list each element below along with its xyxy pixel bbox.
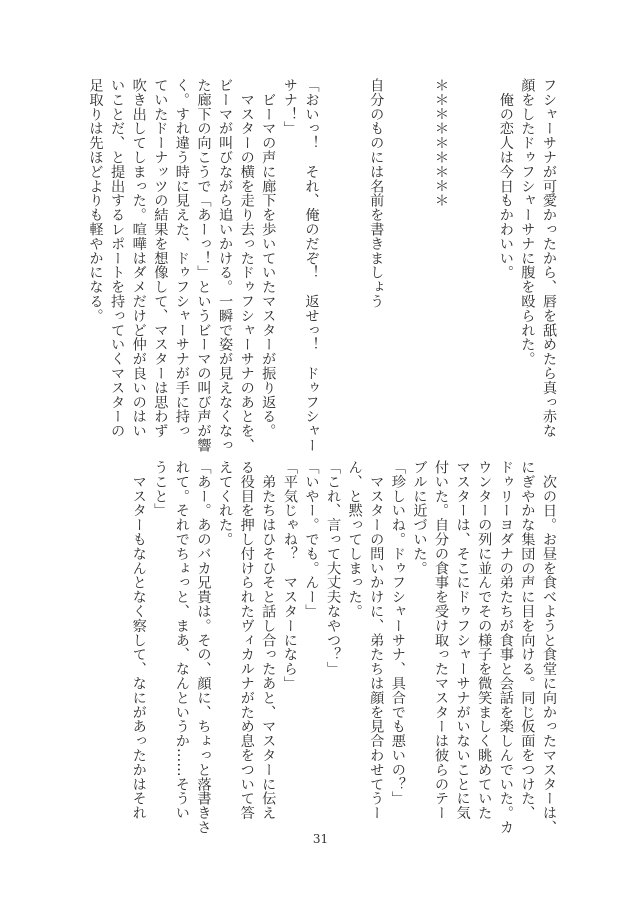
blank-column — [451, 78, 473, 438]
blank-column — [386, 78, 408, 438]
text-column: 弟たちはひそひそと話し合ったあと、マスターに伝え — [260, 460, 277, 820]
blank-column — [473, 78, 495, 438]
text-column: れて。それでちょっと、まあ、なんというか……そうい — [173, 460, 190, 820]
text-column: 吹き出してしまった。喧嘩はダメだけど仲が良いのはい — [130, 78, 147, 438]
text-column: 顔をしたドゥフシャーサナに腹を殴られた。 — [519, 78, 536, 366]
text-column: ブルに近づいた。 — [411, 460, 428, 576]
text-column: ウンターの列に並んでその様子を微笑ましく眺めていた — [476, 460, 493, 820]
text-column: にぎやかな集団の声に目を向ける。同じ仮面をつけた、 — [519, 460, 536, 820]
text-column: マスターもなんとなく察して、なにがあったかはそれ — [130, 460, 147, 820]
text-column: えてくれた。 — [217, 460, 234, 547]
section-separator: ＊＊＊＊＊＊＊＊＊ — [433, 78, 450, 208]
text-column: サナ！」 — [281, 78, 298, 136]
section-title: 自分のものには名前を書きましょう — [368, 78, 385, 309]
text-column: く。すれ違う時に見えた、ドゥフシャーサナが手に持っ — [173, 78, 190, 438]
text-column: マスターの問いかけに、弟たちは顔を見合わせてうー — [368, 460, 385, 820]
text-column: フシャーサナが可愛かったから、唇を舐めたら真っ赤な — [541, 78, 557, 438]
text-column: うこと」 — [152, 460, 169, 518]
text-column: マスターは、そこにドゥフシャーサナがいないことに気 — [454, 460, 471, 820]
text-column: ビーマの声に廊下を歩いていたマスターが振り返る。 — [260, 78, 277, 438]
text-column: 「あー。あのバカ兄貴は。その、顔に、ちょっと落書きさ — [195, 460, 212, 835]
text-column: ていたドーナッツの結果を想像して、マスターは思わず — [152, 78, 169, 438]
text-column: 俺の恋人は今日もかわいい。 — [497, 78, 514, 280]
text-column: いことだ、と提出するレポートを持っていくマスターの — [109, 78, 126, 438]
blank-column — [343, 78, 365, 438]
text-column: ん、と黙ってしまった。 — [346, 460, 363, 619]
text-column: 「珍しいね。ドゥフシャーサナ、具合でも悪いの？」 — [389, 460, 406, 806]
blank-column — [321, 78, 343, 438]
text-column: ビーマが叫びながら追いかける。一瞬で姿が見えなくなっ — [217, 78, 234, 453]
text-column: 「おいっ！ それ、俺のだぞ！ 返せっ！ ドゥフシャー — [303, 78, 320, 453]
text-column: マスターの横を走り去ったドゥフシャーサナのあとを、 — [238, 78, 255, 453]
text-column: 次の日。お昼を食べようと食堂に向かったマスターは、 — [541, 460, 557, 835]
text-column: 「いやー。でも。んー」 — [303, 460, 320, 619]
text-column: 「これ、言って大丈夫なやつ？」 — [325, 460, 342, 676]
text-column: 付いた。自分の食事を受け取ったマスターは彼らのテー — [433, 460, 450, 820]
lower-text-block — [127, 460, 559, 835]
text-column: 足取りは先ほどよりも軽やかになる。 — [87, 78, 104, 323]
text-column: ドゥリーヨダナの弟たちが食事と会話を楽しんでいた。カ — [497, 460, 514, 835]
page-number: 31 — [312, 832, 329, 846]
blank-column — [408, 78, 430, 438]
text-column: た廊下の向こうで「あーっ！」というビーマの叫び声が響 — [195, 78, 212, 453]
text-column: る役目を押し付けられたヴィカルナがため息をついて答 — [238, 460, 255, 820]
text-column: 「平気じゃね？ マスターになら」 — [281, 460, 298, 691]
upper-text-block — [84, 78, 559, 453]
